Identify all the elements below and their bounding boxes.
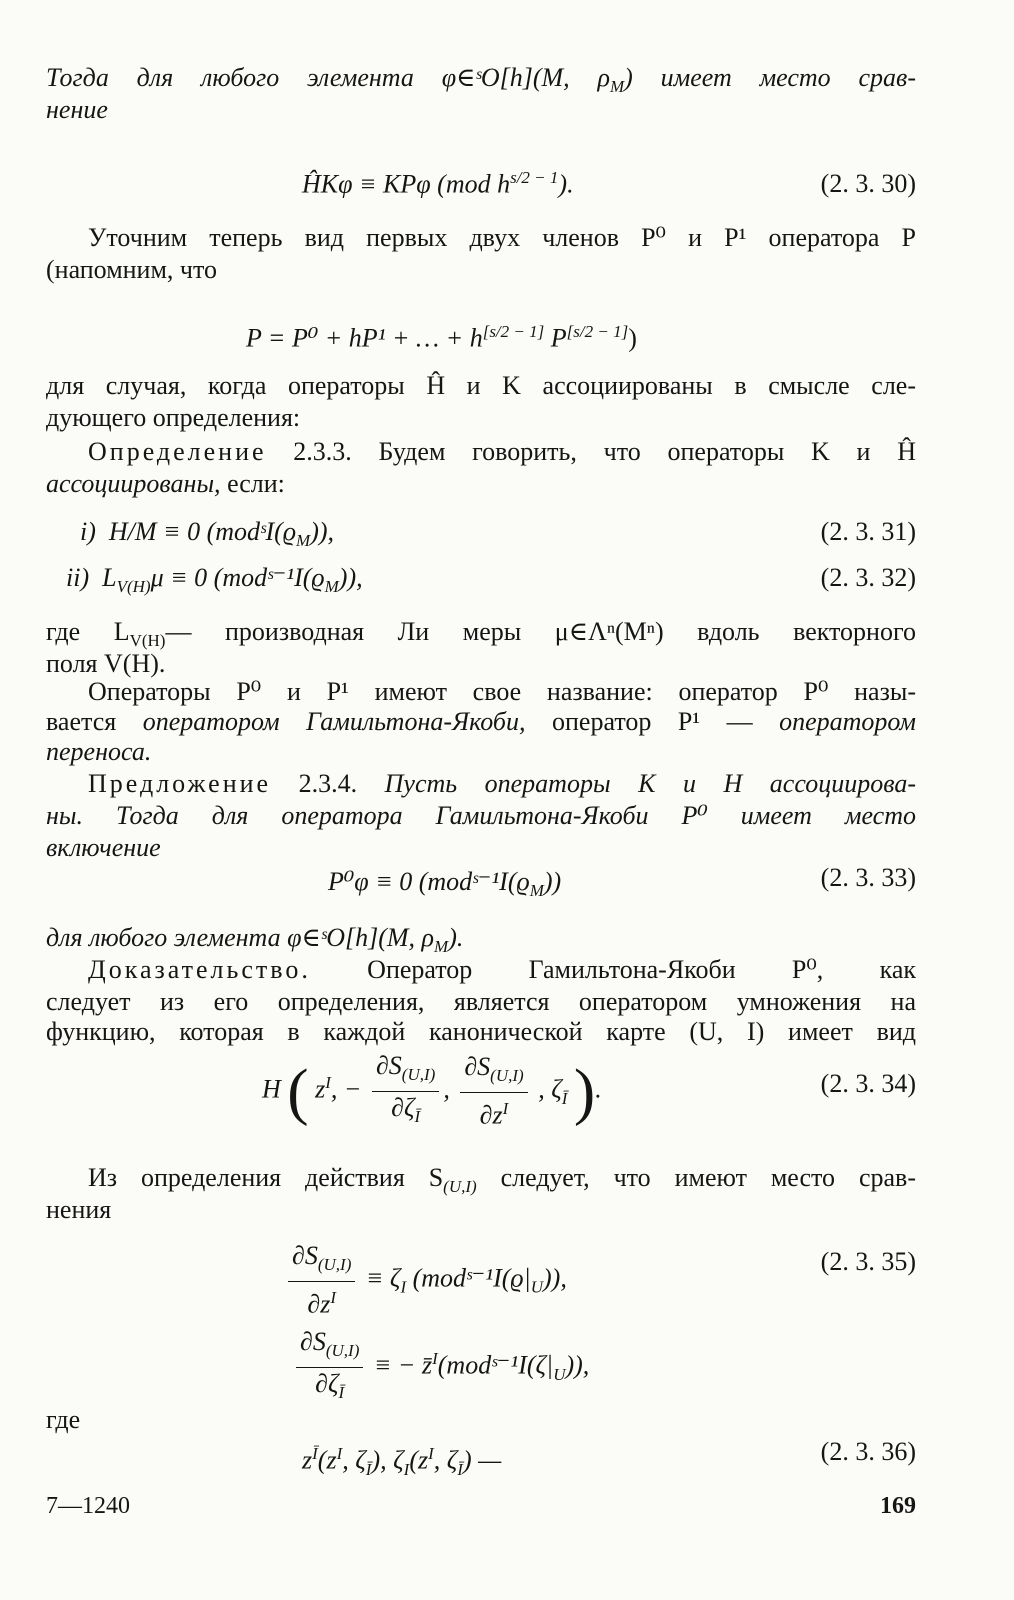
printer-signature: 7—1240: [46, 1493, 130, 1519]
equation-number: (2. 3. 30): [820, 169, 916, 198]
equation-2-3-35: $\frac{\partial S_{(U,I)}}{\partial z^I}$ ≡ $\zeta_I$ $(modˢ^{-1}I(ϱ|_U))$,: [284, 1240, 567, 1321]
text-line: следует из его определения, является оператором умножения на: [46, 987, 916, 1016]
text-line: ны. Тогда для оператора Гамильтона-Якоби P⁰ имеет место: [46, 801, 916, 830]
text-line: ассоциированы, если:: [46, 469, 285, 498]
fraction: $\frac{\partial S_{(U,I)}}{\partial\zeta_Ī}$: [372, 1050, 439, 1133]
equation-2-3-30: ĤKφ ≡ KPφ (mod $h^{s/2 - 1}$).: [302, 168, 574, 199]
text-line: дующего определения:: [46, 403, 301, 432]
text-line: где: [46, 1405, 81, 1434]
text-line: Операторы P⁰ и P¹ имеют свое название: оператор P⁰ назы-: [88, 677, 916, 706]
text-line: Тогда для любого элемента φ∈ˢO[h](M, $\rho_M$) имеет место срав-: [46, 63, 916, 97]
text-line: нения: [46, 1195, 112, 1224]
text-line: где $L_{V(H)}—$ производная Ли меры μ∈Λⁿ(Mⁿ) вдоль векторного: [46, 617, 916, 651]
text-line: Уточним теперь вид первых двух членов P⁰ и P¹ оператора P: [88, 223, 916, 252]
fraction: $\frac{\partial S_{(U,I)}}{\partial\zeta_Ī}$: [296, 1326, 363, 1409]
proposition-heading: Предложение 2.3.4. Пусть операторы K и H ассоциирова-: [88, 769, 916, 798]
equation-2-3-34: H ( $z^I$, − $\frac{\partial S_{(U,I)}}{\partial\zeta_Ī}$ , $\frac{\partial S_{(U,I)}}{\partial z^I}$ , $\zeta_Ī$ ).: [262, 1050, 602, 1133]
text-line: (напомним, что: [46, 255, 218, 284]
text-line: функцию, которая в каждой канонической карте (U, I) имеет вид: [46, 1017, 916, 1046]
p-series-formula: P = P⁰ + hP¹ + … + h[s/2 − 1] P[s/2 − 1]): [246, 322, 637, 353]
proof-heading: Доказательство. Оператор Гамильтона-Якоби P⁰, как: [88, 955, 916, 984]
text-line: Из определения действия $S_{(U,I)}$ следует, что имеют место срав-: [88, 1163, 916, 1197]
text-line: для случая, когда операторы Ĥ и K ассоциированы в смысле сле-: [46, 371, 916, 400]
text-line: переноса.: [46, 737, 152, 766]
fraction: $\frac{\partial S_{(U,I)}}{\partial z^I}$: [460, 1051, 527, 1132]
page-number: 169: [880, 1493, 916, 1519]
text-line: вается оператором Гамильтона-Якоби, оператор P¹ — оператором: [46, 707, 917, 736]
text-line: поля V(H).: [46, 649, 166, 678]
equation-number: (2. 3. 35): [820, 1247, 916, 1276]
equation-number: (2. 3. 31): [820, 517, 916, 546]
equation-2-3-32: ii) $L_{V(H)}\mu \equiv 0$ $(modˢ^{-1}I(ϱ_M))$,: [66, 563, 363, 597]
text-line: для любого элемента φ∈ˢO[h](M, $\rho_M$).: [46, 923, 464, 957]
equation-number: (2. 3. 33): [820, 863, 916, 892]
equation-number: (2. 3. 36): [820, 1437, 916, 1466]
equation-2-3-33: P⁰φ ≡ 0 $(modˢ^{-1}I(ϱ_M))$: [328, 867, 562, 901]
equation-number: (2. 3. 34): [820, 1069, 916, 1098]
equation-2-3-31: i) H/M ≡ 0 $(modˢI(ϱ_M))$,: [80, 517, 335, 551]
text-line: включение: [46, 833, 161, 862]
fraction: $\frac{\partial S_{(U,I)}}{\partial z^I}$: [288, 1240, 355, 1321]
equation-number: (2. 3. 32): [820, 563, 916, 592]
equation-2-3-36: $z^Ī(z^I$, $\zeta_Ī$), $\zeta_I(z^I$, $\zeta_Ī$) —: [302, 1444, 502, 1479]
text-line: нение: [46, 95, 108, 124]
definition-heading: Определение 2.3.3. Будем говорить, что операторы K и Ĥ: [88, 437, 916, 466]
equation-2-3-35b: $\frac{\partial S_{(U,I)}}{\partial\zeta_Ī}$ ≡ − $z̄^I(modˢ^{-1}I(\zeta|_U))$,: [292, 1326, 589, 1409]
